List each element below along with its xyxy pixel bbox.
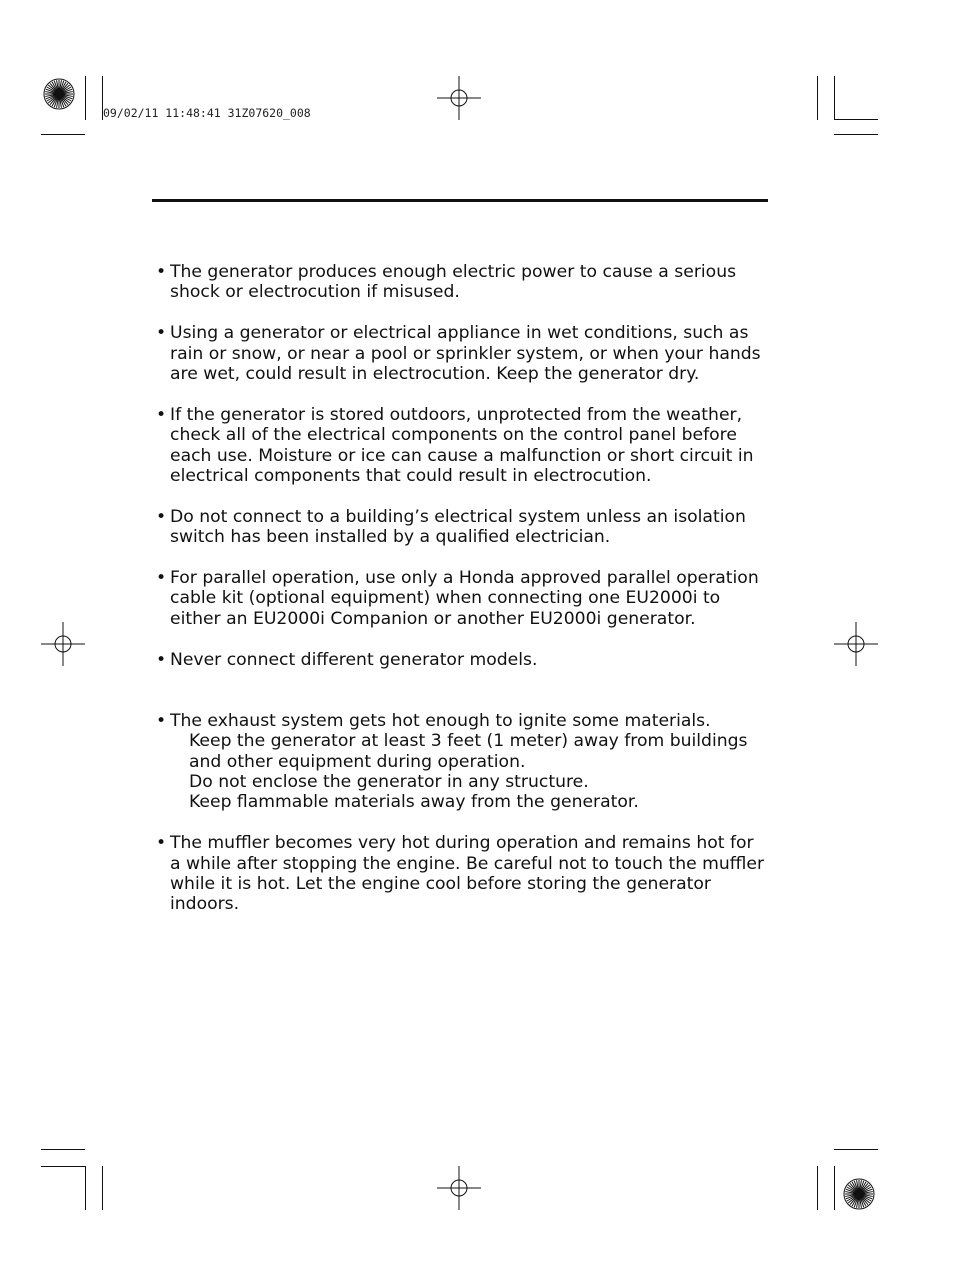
text-line: Never connect different generator models. [170,649,538,670]
electric-shock-section [156,262,776,670]
bullet: • [156,323,167,344]
text-line: The exhaust system gets hot enough to ignite some materials. [170,710,711,731]
section-spacer [156,690,776,710]
bullet: • [156,404,167,425]
list-item [156,711,776,813]
text-line: Do not connect to a building’s electrical system unless an isolation [170,506,746,527]
list-item [156,323,776,384]
crop-mark [817,1166,818,1210]
registration-target-top [437,76,481,120]
bullet: • [156,710,167,731]
text-line: Keep flammable materials away from the generator. [189,792,639,813]
fire-burn-section [156,711,776,915]
print-timestamp: 09/02/11 11:48:41 31Z07620_008 [103,106,311,120]
registration-target-bottom [437,1166,481,1210]
text-line: while it is hot. Let the engine cool before storing the generator [170,874,711,895]
text-line: Keep the generator at least 3 feet (1 meter) away from buildings [189,731,748,752]
list-item [156,568,776,629]
crop-mark [834,1166,835,1210]
text-line: indoors. [170,894,240,915]
list-item [156,262,776,303]
list-item [156,405,776,487]
text-line: The generator produces enough electric power to cause a serious [170,262,737,282]
text-line: electrical components that could result in electrocution. [170,466,652,487]
list-item [156,650,776,670]
text-line: either an EU2000i Companion or another EU2000i generator. [170,608,696,629]
bullet: • [156,506,167,527]
starburst-target-bottom-right [843,1178,875,1210]
registration-target-right [834,622,878,666]
list-item [156,833,776,915]
text-line: shock or electrocution if misused. [170,282,460,303]
bullet: • [156,833,167,854]
safety-content [156,262,776,935]
crop-mark [834,134,878,135]
crop-mark [85,76,86,120]
text-line: each use. Moisture or ice can cause a malfunction or short circuit in [170,445,754,466]
text-line: cable kit (optional equipment) when connecting one EU2000i to [170,588,721,609]
text-line: The muffler becomes very hot during operation and remains hot for [170,833,754,854]
header-rule [152,199,768,202]
text-line: If the generator is stored outdoors, unprotected from the weather, [170,404,743,425]
registration-target-left [41,622,85,666]
text-line: check all of the electrical components on the control panel before [170,425,737,446]
text-line: are wet, could result in electrocution. Keep the generator dry. [170,364,700,385]
text-line: switch has been installed by a qualified electrician. [170,527,611,548]
text-line: Do not enclose the generator in any structure. [189,772,589,793]
crop-mark [41,1166,85,1167]
crop-mark [41,134,85,135]
bullet: • [156,649,167,670]
crop-mark [834,119,878,120]
text-line: and other equipment during operation. [189,751,526,772]
text-line: Using a generator or electrical appliance in wet conditions, such as [170,323,749,344]
text-line: a while after stopping the engine. Be careful not to touch the muffler [170,853,765,874]
crop-mark [85,1166,86,1210]
crop-mark [834,76,835,120]
text-line: For parallel operation, use only a Honda approved parallel operation [170,568,759,589]
crop-mark [102,1166,103,1210]
starburst-target-top-left [43,78,75,110]
text-line: rain or snow, or near a pool or sprinkler system, or when your hands [170,343,761,364]
bullet: • [156,568,167,589]
crop-mark [817,76,818,120]
bullet: • [156,262,167,282]
list-item [156,507,776,548]
crop-mark [834,1149,878,1150]
crop-mark [41,1149,85,1150]
